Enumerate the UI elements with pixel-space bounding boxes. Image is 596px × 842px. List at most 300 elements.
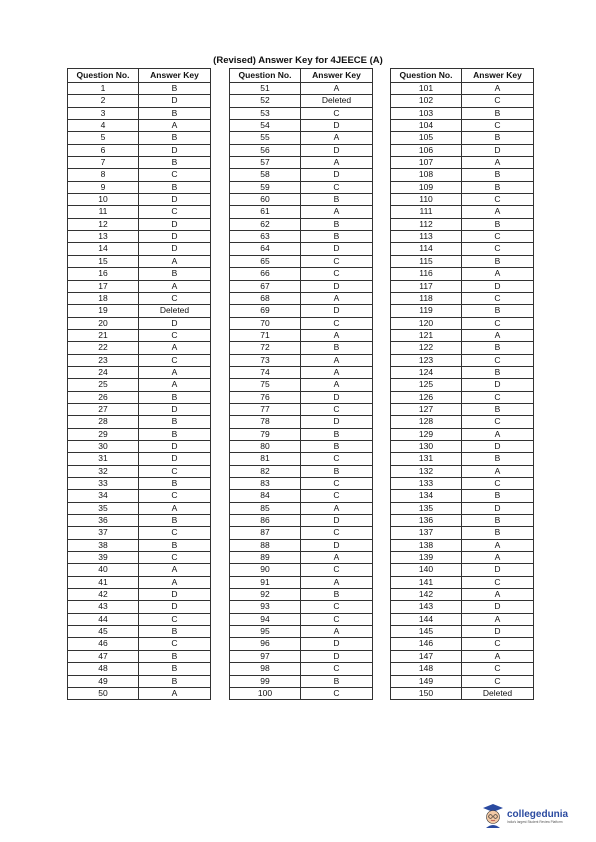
question-number: 19: [68, 305, 139, 317]
table-row: [230, 650, 373, 662]
answer-value: A: [139, 342, 211, 354]
table-row: [230, 95, 373, 107]
question-number: 150: [391, 687, 462, 699]
answer-value: B: [139, 539, 211, 551]
table-row: [391, 206, 534, 218]
answer-value: D: [301, 169, 373, 181]
question-number: 125: [391, 379, 462, 391]
table-row: [230, 268, 373, 280]
question-number: 78: [230, 416, 301, 428]
answer-value: C: [462, 120, 534, 132]
table-row: [68, 132, 211, 144]
table-row: [230, 601, 373, 613]
question-number: 61: [230, 206, 301, 218]
question-no-header: Question No.: [230, 69, 301, 83]
table-row: [68, 589, 211, 601]
answer-value: A: [301, 157, 373, 169]
answer-value: D: [301, 144, 373, 156]
question-number: 72: [230, 342, 301, 354]
table-row: [68, 502, 211, 514]
question-number: 129: [391, 428, 462, 440]
table-row: [68, 95, 211, 107]
question-number: 148: [391, 663, 462, 675]
answer-value: B: [301, 218, 373, 230]
header-row: [391, 69, 534, 83]
answer-value: B: [462, 366, 534, 378]
question-number: 24: [68, 366, 139, 378]
table-row: [68, 638, 211, 650]
question-number: 11: [68, 206, 139, 218]
answer-value: C: [301, 613, 373, 625]
table-row: [68, 576, 211, 588]
table-row: [230, 478, 373, 490]
question-number: 123: [391, 354, 462, 366]
answer-value: B: [139, 478, 211, 490]
table-row: [391, 687, 534, 699]
table-row: [391, 255, 534, 267]
answer-value: A: [139, 687, 211, 699]
answer-value: B: [462, 490, 534, 502]
question-number: 53: [230, 107, 301, 119]
answer-value: B: [139, 663, 211, 675]
answer-value: B: [301, 194, 373, 206]
question-number: 121: [391, 329, 462, 341]
answer-value: C: [462, 416, 534, 428]
answer-value: C: [301, 478, 373, 490]
question-number: 111: [391, 206, 462, 218]
answer-value: A: [139, 564, 211, 576]
question-number: 89: [230, 552, 301, 564]
answer-value: A: [301, 576, 373, 588]
answer-value: C: [462, 317, 534, 329]
question-number: 76: [230, 391, 301, 403]
table-row: [391, 490, 534, 502]
answer-value: D: [139, 403, 211, 415]
answer-value: C: [462, 194, 534, 206]
question-number: 54: [230, 120, 301, 132]
answer-value: C: [301, 107, 373, 119]
table-row: [68, 379, 211, 391]
answer-value: C: [139, 292, 211, 304]
table-row: [230, 366, 373, 378]
question-number: 103: [391, 107, 462, 119]
answer-value: A: [462, 268, 534, 280]
question-number: 124: [391, 366, 462, 378]
answer-value: C: [462, 231, 534, 243]
question-number: 98: [230, 663, 301, 675]
table-row: [68, 440, 211, 452]
table-row: [230, 181, 373, 193]
answer-value: A: [301, 83, 373, 95]
question-number: 134: [391, 490, 462, 502]
table-row: [391, 502, 534, 514]
logo-tagline: India's largest Student Review Platform: [507, 819, 563, 824]
question-number: 101: [391, 83, 462, 95]
question-number: 128: [391, 416, 462, 428]
table-row: [230, 255, 373, 267]
question-number: 32: [68, 465, 139, 477]
question-number: 64: [230, 243, 301, 255]
table-row: [68, 342, 211, 354]
answer-value: A: [139, 502, 211, 514]
question-number: 39: [68, 552, 139, 564]
answer-value: B: [139, 515, 211, 527]
answer-value: B: [462, 132, 534, 144]
question-number: 29: [68, 428, 139, 440]
table-row: [68, 231, 211, 243]
table-row: [230, 403, 373, 415]
question-number: 122: [391, 342, 462, 354]
logo-brand: collegedunia: [507, 808, 569, 820]
answer-value: A: [462, 465, 534, 477]
question-no-header: Question No.: [391, 69, 462, 83]
table-row: [391, 305, 534, 317]
answer-value: C: [301, 181, 373, 193]
question-number: 21: [68, 329, 139, 341]
table-row: [68, 453, 211, 465]
answer-value: B: [462, 342, 534, 354]
table-row: [391, 243, 534, 255]
question-number: 147: [391, 650, 462, 662]
table-row: [391, 342, 534, 354]
table-row: [68, 243, 211, 255]
answer-value: B: [462, 305, 534, 317]
table-row: [391, 120, 534, 132]
question-number: 10: [68, 194, 139, 206]
table-row: [230, 391, 373, 403]
question-number: 50: [68, 687, 139, 699]
table-row: [230, 589, 373, 601]
question-number: 8: [68, 169, 139, 181]
table-row: [68, 206, 211, 218]
answer-value: C: [139, 527, 211, 539]
question-number: 40: [68, 564, 139, 576]
table-row: [391, 231, 534, 243]
answer-value: C: [301, 564, 373, 576]
answer-value: A: [139, 366, 211, 378]
question-number: 62: [230, 218, 301, 230]
question-number: 107: [391, 157, 462, 169]
answer-value: C: [139, 490, 211, 502]
table-row: [68, 601, 211, 613]
table-row: [230, 539, 373, 551]
table-row: [68, 317, 211, 329]
question-number: 99: [230, 675, 301, 687]
answer-value: D: [462, 280, 534, 292]
answer-value: Deleted: [139, 305, 211, 317]
table-row: [68, 675, 211, 687]
answer-key-table-3: [390, 68, 534, 700]
table-row: [68, 416, 211, 428]
table-row: [230, 218, 373, 230]
question-number: 65: [230, 255, 301, 267]
question-number: 92: [230, 589, 301, 601]
answer-value: C: [301, 687, 373, 699]
table-row: [391, 157, 534, 169]
table-row: [230, 663, 373, 675]
table-row: [391, 83, 534, 95]
answer-value: C: [301, 453, 373, 465]
question-number: 141: [391, 576, 462, 588]
table-row: [230, 120, 373, 132]
table-row: [230, 305, 373, 317]
question-number: 136: [391, 515, 462, 527]
answer-value: A: [462, 650, 534, 662]
table-row: [230, 502, 373, 514]
answer-value: C: [301, 601, 373, 613]
question-number: 95: [230, 626, 301, 638]
table-row: [230, 83, 373, 95]
question-number: 44: [68, 613, 139, 625]
table-row: [391, 638, 534, 650]
answer-value: D: [301, 539, 373, 551]
answer-value: D: [462, 564, 534, 576]
table-row: [391, 465, 534, 477]
question-number: 6: [68, 144, 139, 156]
question-number: 60: [230, 194, 301, 206]
table-row: [68, 354, 211, 366]
answer-value: A: [301, 379, 373, 391]
question-number: 69: [230, 305, 301, 317]
answer-value: A: [139, 280, 211, 292]
question-number: 17: [68, 280, 139, 292]
answer-value: B: [301, 589, 373, 601]
question-number: 85: [230, 502, 301, 514]
answer-value: D: [139, 589, 211, 601]
table-row: [68, 552, 211, 564]
question-number: 41: [68, 576, 139, 588]
answer-value: B: [139, 268, 211, 280]
answer-value: C: [301, 317, 373, 329]
question-number: 79: [230, 428, 301, 440]
table-row: [230, 231, 373, 243]
answer-value: C: [301, 268, 373, 280]
table-row: [230, 515, 373, 527]
table-row: [68, 144, 211, 156]
answer-value: A: [462, 589, 534, 601]
table-row: [68, 626, 211, 638]
question-number: 74: [230, 366, 301, 378]
table-row: [391, 675, 534, 687]
question-number: 116: [391, 268, 462, 280]
question-number: 133: [391, 478, 462, 490]
answer-value: D: [462, 440, 534, 452]
question-number: 144: [391, 613, 462, 625]
table-row: [68, 403, 211, 415]
table-row: [391, 194, 534, 206]
question-number: 38: [68, 539, 139, 551]
table-row: [230, 144, 373, 156]
table-row: [68, 539, 211, 551]
question-number: 34: [68, 490, 139, 502]
table-row: [68, 490, 211, 502]
question-number: 5: [68, 132, 139, 144]
answer-value: A: [139, 576, 211, 588]
table-row: [230, 552, 373, 564]
answer-value: A: [462, 206, 534, 218]
question-number: 9: [68, 181, 139, 193]
answer-value: A: [301, 132, 373, 144]
answer-value: B: [301, 428, 373, 440]
table-row: [391, 515, 534, 527]
answer-value: B: [139, 107, 211, 119]
answer-value: B: [139, 650, 211, 662]
answer-value: C: [462, 663, 534, 675]
answer-value: D: [301, 650, 373, 662]
question-number: 145: [391, 626, 462, 638]
question-number: 117: [391, 280, 462, 292]
question-number: 146: [391, 638, 462, 650]
table-row: [230, 527, 373, 539]
table-row: [230, 280, 373, 292]
question-number: 114: [391, 243, 462, 255]
question-number: 87: [230, 527, 301, 539]
question-number: 12: [68, 218, 139, 230]
question-number: 106: [391, 144, 462, 156]
answer-value: D: [462, 601, 534, 613]
table-row: [230, 626, 373, 638]
question-number: 46: [68, 638, 139, 650]
table-row: [68, 268, 211, 280]
table-row: [68, 564, 211, 576]
table-row: [68, 107, 211, 119]
answer-value: D: [462, 379, 534, 391]
table-row: [68, 218, 211, 230]
answer-key-table-1: [67, 68, 211, 700]
table-row: [391, 440, 534, 452]
question-number: 96: [230, 638, 301, 650]
question-number: 80: [230, 440, 301, 452]
answer-value: B: [139, 428, 211, 440]
table-row: [391, 527, 534, 539]
question-number: 30: [68, 440, 139, 452]
question-number: 90: [230, 564, 301, 576]
table-row: [230, 564, 373, 576]
answer-value: A: [139, 379, 211, 391]
question-number: 26: [68, 391, 139, 403]
table-row: [230, 613, 373, 625]
table-row: [68, 157, 211, 169]
question-number: 82: [230, 465, 301, 477]
question-number: 56: [230, 144, 301, 156]
question-number: 131: [391, 453, 462, 465]
answer-value: B: [139, 391, 211, 403]
answer-value: D: [301, 638, 373, 650]
question-number: 118: [391, 292, 462, 304]
question-number: 27: [68, 403, 139, 415]
table-row: [68, 650, 211, 662]
question-number: 51: [230, 83, 301, 95]
answer-value: A: [139, 120, 211, 132]
question-number: 15: [68, 255, 139, 267]
table-row: [230, 107, 373, 119]
table-row: [391, 576, 534, 588]
question-number: 97: [230, 650, 301, 662]
answer-value: D: [139, 194, 211, 206]
answer-value: D: [462, 502, 534, 514]
answer-value: B: [301, 342, 373, 354]
answer-value: B: [462, 218, 534, 230]
table-row: [68, 391, 211, 403]
question-number: 35: [68, 502, 139, 514]
question-number: 3: [68, 107, 139, 119]
table-row: [230, 329, 373, 341]
answer-value: Deleted: [462, 687, 534, 699]
question-number: 42: [68, 589, 139, 601]
question-number: 100: [230, 687, 301, 699]
question-number: 37: [68, 527, 139, 539]
question-number: 77: [230, 403, 301, 415]
question-number: 20: [68, 317, 139, 329]
question-number: 28: [68, 416, 139, 428]
answer-value: C: [462, 391, 534, 403]
table-row: [230, 132, 373, 144]
answer-value: D: [301, 515, 373, 527]
question-number: 109: [391, 181, 462, 193]
question-number: 120: [391, 317, 462, 329]
question-number: 1: [68, 83, 139, 95]
table-row: [391, 391, 534, 403]
answer-value: B: [139, 157, 211, 169]
answer-value: A: [462, 613, 534, 625]
table-row: [391, 403, 534, 415]
answer-value: A: [301, 552, 373, 564]
question-number: 112: [391, 218, 462, 230]
answer-value: C: [462, 576, 534, 588]
table-row: [68, 329, 211, 341]
table-row: [230, 354, 373, 366]
answer-value: B: [139, 132, 211, 144]
table-row: [68, 292, 211, 304]
table-row: [391, 107, 534, 119]
question-number: 139: [391, 552, 462, 564]
table-row: [230, 243, 373, 255]
question-number: 113: [391, 231, 462, 243]
table-row: [230, 416, 373, 428]
answer-value: B: [462, 527, 534, 539]
question-number: 58: [230, 169, 301, 181]
question-number: 88: [230, 539, 301, 551]
answer-value: D: [139, 218, 211, 230]
answer-value: B: [139, 675, 211, 687]
answer-value: B: [462, 403, 534, 415]
question-number: 7: [68, 157, 139, 169]
table-row: [68, 169, 211, 181]
question-number: 81: [230, 453, 301, 465]
table-row: [391, 650, 534, 662]
answer-value: Deleted: [301, 95, 373, 107]
table-row: [230, 576, 373, 588]
question-number: 94: [230, 613, 301, 625]
question-number: 126: [391, 391, 462, 403]
answer-value: C: [139, 169, 211, 181]
table-row: [68, 366, 211, 378]
answer-key-header: Answer Key: [139, 69, 211, 83]
table-row: [391, 181, 534, 193]
question-number: 4: [68, 120, 139, 132]
answer-value: C: [301, 255, 373, 267]
table-row: [391, 552, 534, 564]
table-row: [68, 194, 211, 206]
table-row: [230, 194, 373, 206]
question-number: 57: [230, 157, 301, 169]
question-number: 18: [68, 292, 139, 304]
answer-value: D: [301, 391, 373, 403]
question-number: 13: [68, 231, 139, 243]
question-number: 104: [391, 120, 462, 132]
table-row: [68, 663, 211, 675]
answer-value: A: [139, 255, 211, 267]
